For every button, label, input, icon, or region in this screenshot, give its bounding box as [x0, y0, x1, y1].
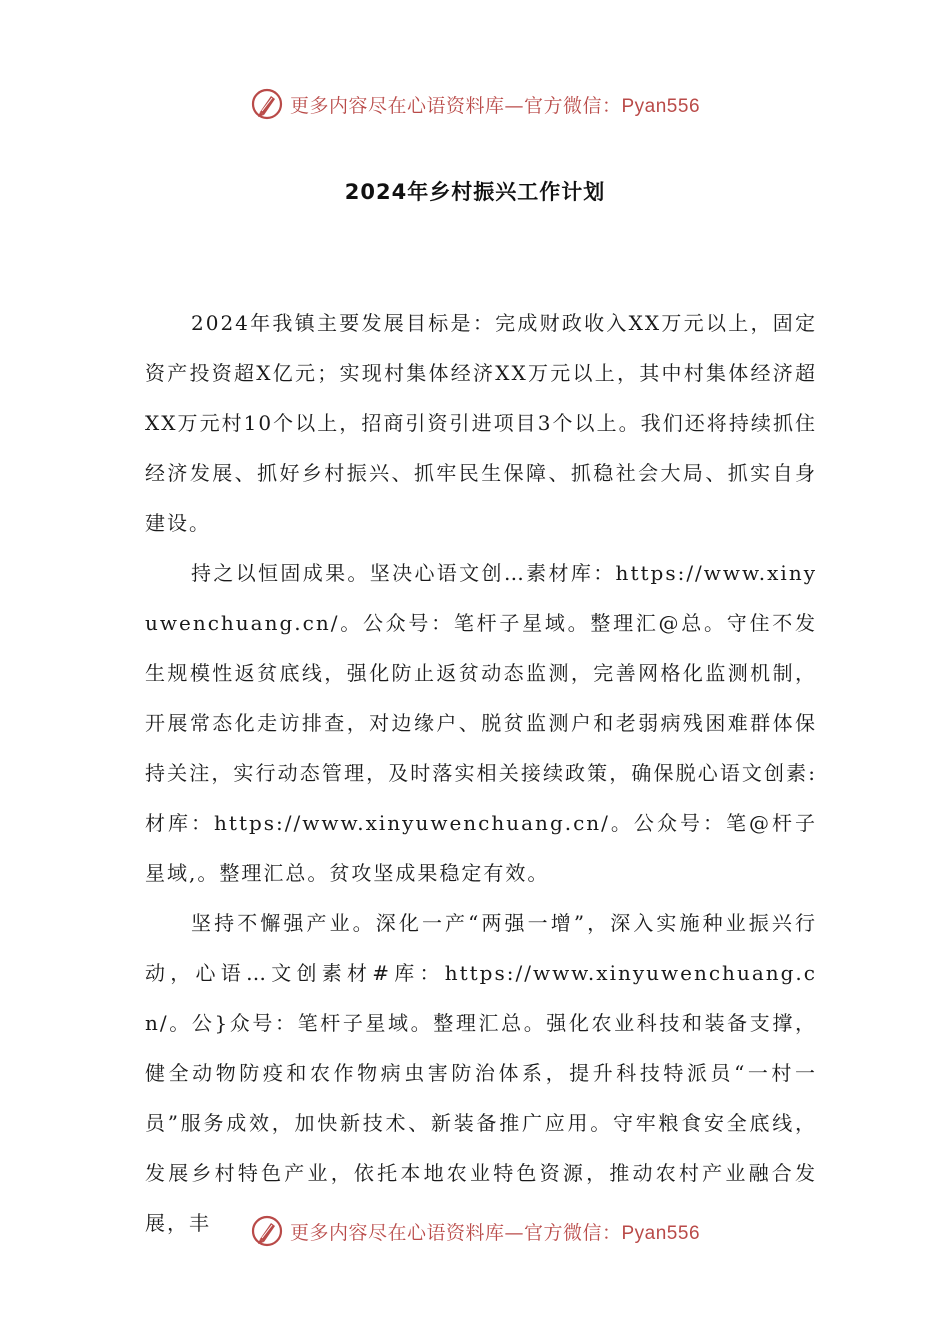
pen-nib-circle-icon [250, 1214, 284, 1248]
pen-nib-circle-icon [250, 87, 284, 121]
watermark-text: 更多内容尽在心语资料库—官方微信：Pyan556 [289, 1221, 701, 1244]
header-watermark [0, 84, 950, 124]
watermark-text: 更多内容尽在心语资料库—官方微信：Pyan556 [289, 94, 701, 117]
document-body [145, 298, 817, 1248]
paragraph-1: 2024年我镇主要发展目标是：完成财政收入XX万元以上，固定资产投资超X亿元；实现村集体经济XX万元以上，其中村集体经济超XX万元村10个以上，招商引资引进项目3个以上。我们还将持续抓住经济发展、抓好乡村振兴、抓牢民生保障、抓稳社会大局、抓实自身建设。 [145, 311, 817, 535]
paragraph-3: 坚持不懈强产业。深化一产“两强一增”，深入实施种业振兴行动，心语…文创素材#库：https://www.xinyuwenchuang.cn/。公}众号：笔杆子星域。整理汇总。强化农业科技和装备支撑，健全动物防疫和农作物病虫害防治体系，提升科技特派员“一村一员”服务成效，加快新技术、新装备推广应用。守牢粮食安全底线，发展乡村特色产业，依托本地农业特色资源，推动农村产业融合发展，丰 [145, 911, 817, 1235]
watermark-wechat-id: Pyan556 [621, 1222, 701, 1244]
footer-watermark [0, 1211, 950, 1251]
watermark-wechat-id: Pyan556 [621, 95, 701, 117]
paragraph-2: 持之以恒固成果。坚决心语文创…素材库：https://www.xinyuwenchuang.cn/。公众号：笔杆子星域。整理汇@总。守住不发生规模性返贫底线，强化防止返贫动态监测，完善网格化监测机制，开展常态化走访排查，对边缘户、脱贫监测户和老弱病残困难群体保持关注，实行动态管理，及时落实相关接续政策，确保脱心语文创素:材库：https://www.xinyuwenchuang.cn/。公众号：笔@杆子星域,。整理汇总。贫攻坚成果稳定有效。 [145, 561, 817, 885]
document-title: 2024年乡村振兴工作计划 [344, 180, 606, 204]
